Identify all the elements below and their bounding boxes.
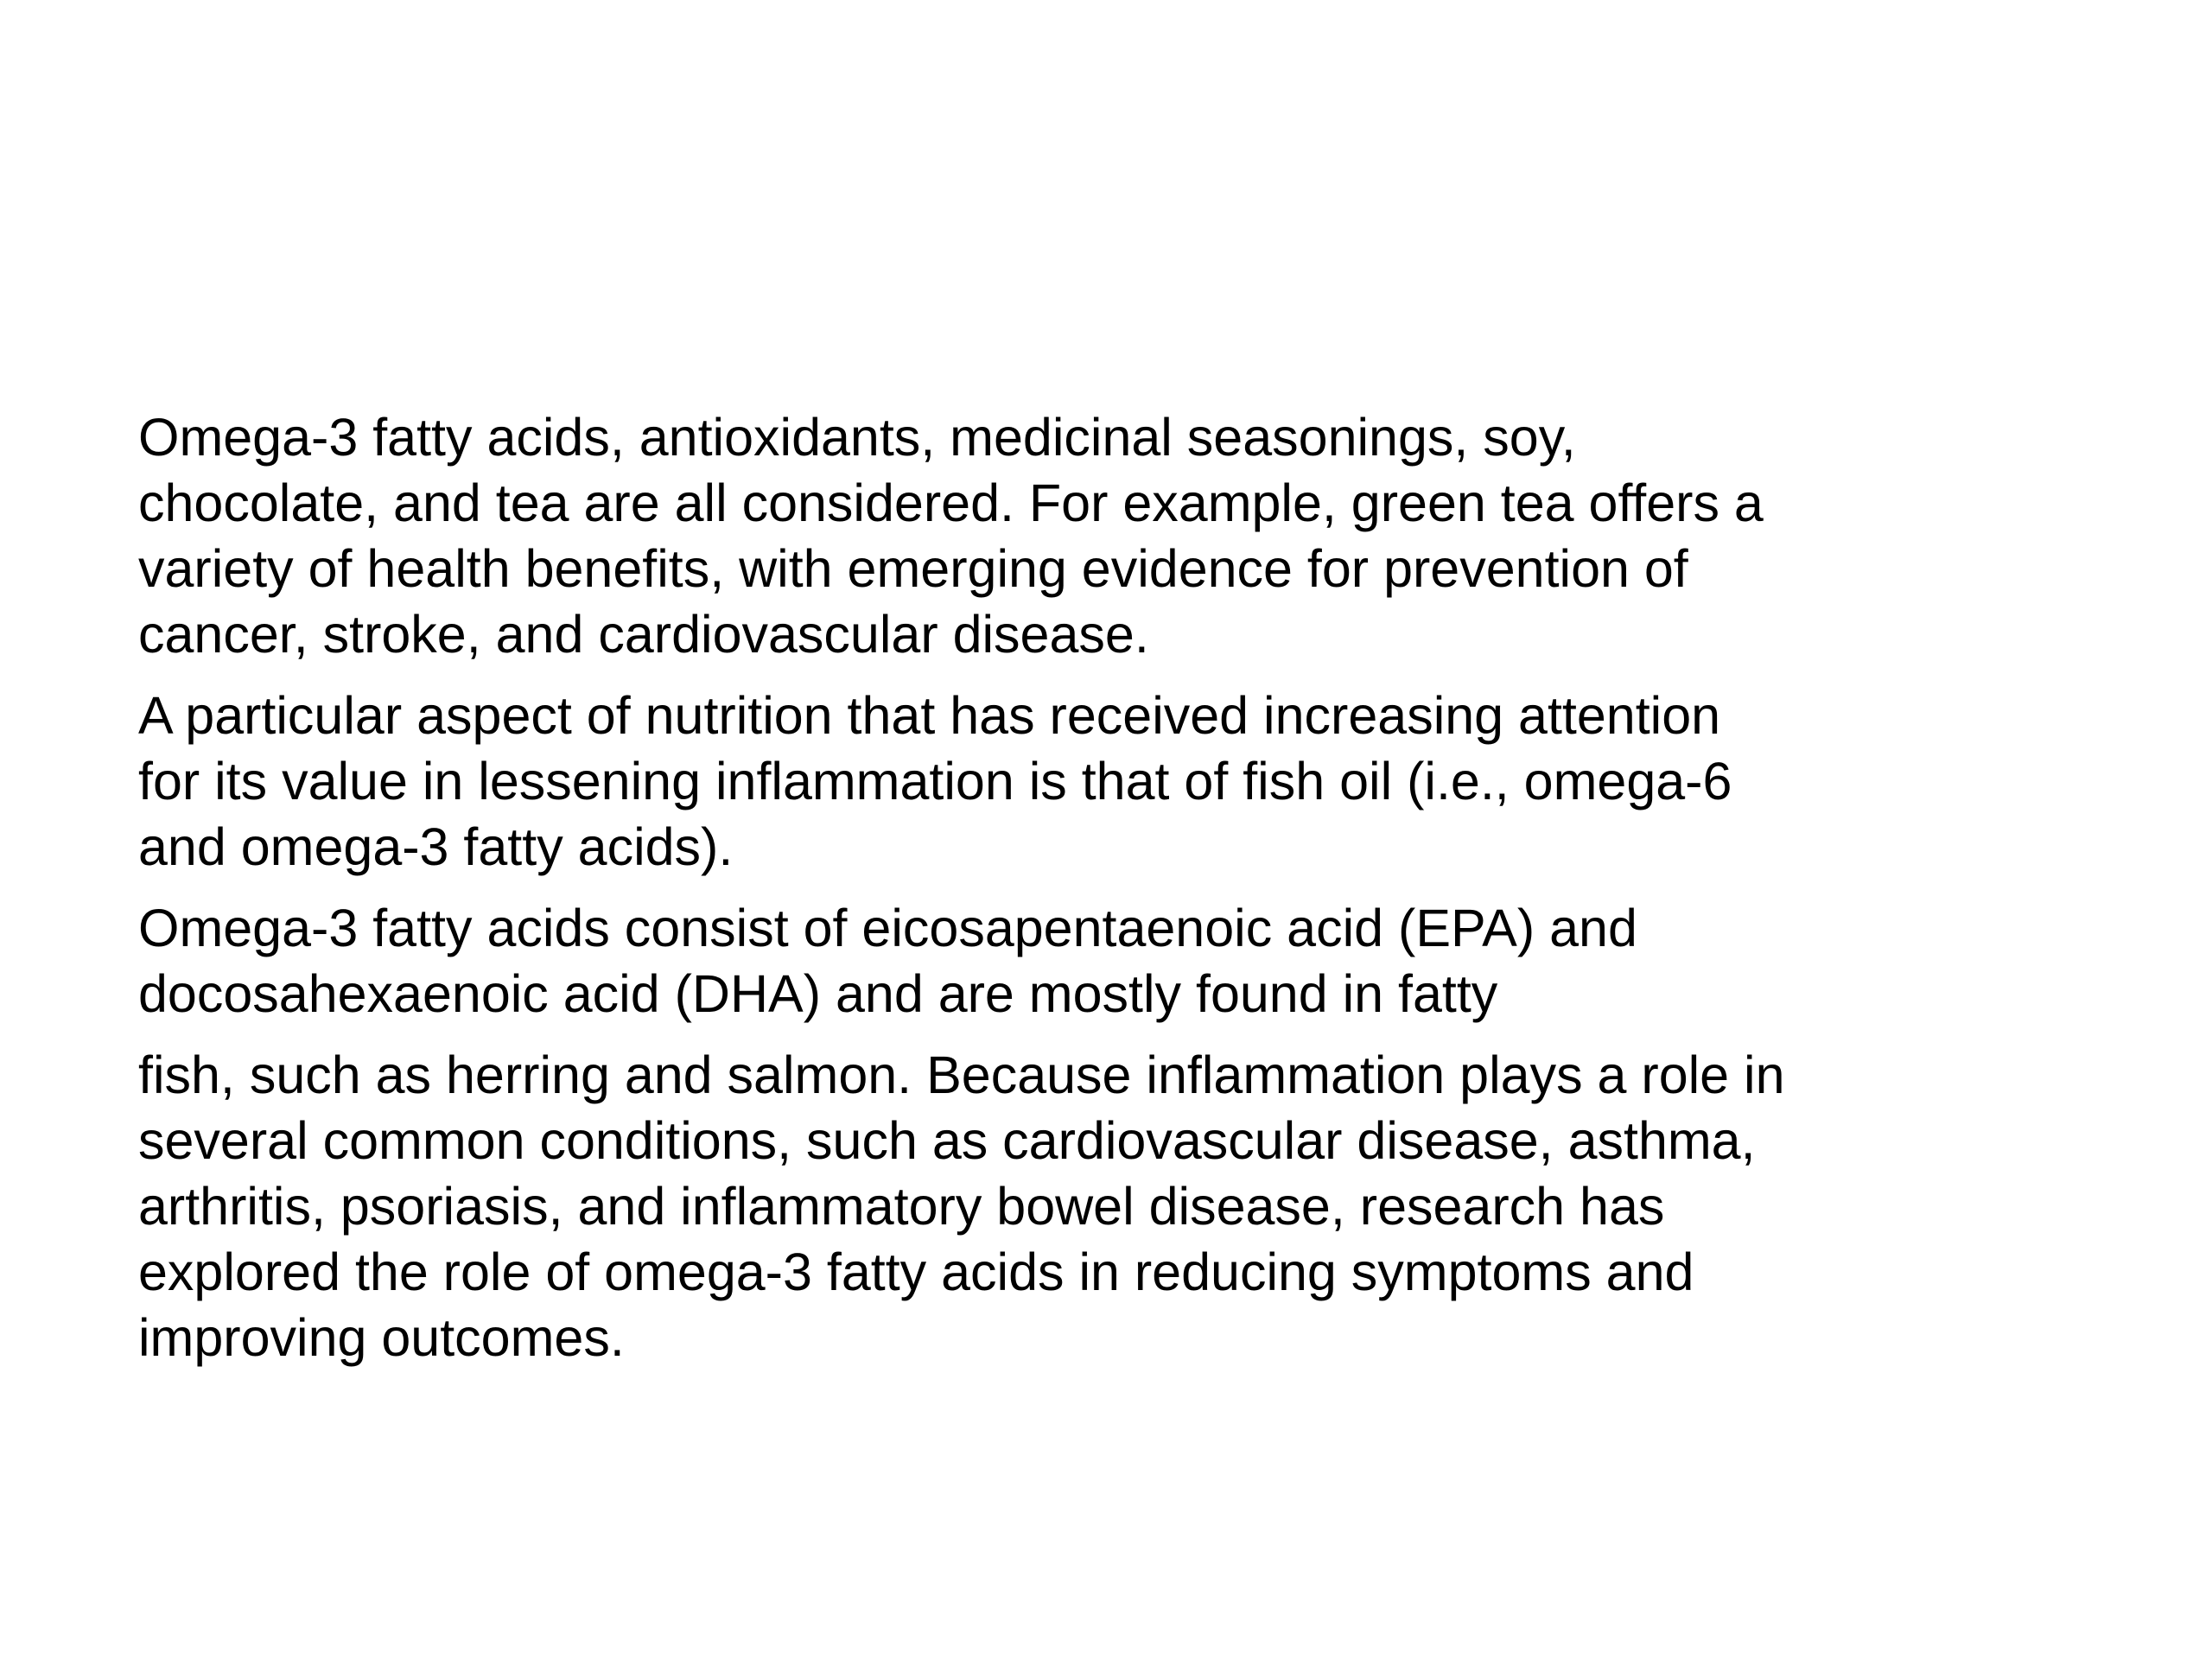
paragraph-1 <box>138 404 2091 667</box>
paragraph-2 <box>138 683 2091 880</box>
text-line: Omega-3 fatty acids, antioxidants, medicinal seasonings, soy, <box>138 408 1576 467</box>
text-line: chocolate, and tea are all considered. For example, green tea offers a <box>138 474 1764 532</box>
text-line: cancer, stroke, and cardiovascular disease. <box>138 605 1149 664</box>
text-line: explored the role of omega-3 fatty acids in reducing symptoms and <box>138 1243 1694 1301</box>
text-line: for its value in lessening inflammation is that of fish oil (i.e., omega-6 <box>138 752 1732 810</box>
slide-body-text <box>138 404 2091 1386</box>
text-line: variety of health benefits, with emerging evidence for prevention of <box>138 539 1688 598</box>
text-line: Omega-3 fatty acids consist of eicosapentaenoic acid (EPA) and <box>138 899 1637 957</box>
text-line: several common conditions, such as cardiovascular disease, asthma, <box>138 1111 1756 1170</box>
text-line: A particular aspect of nutrition that has received increasing attention <box>138 686 1721 745</box>
text-line: arthritis, psoriasis, and inflammatory bowel disease, research has <box>138 1177 1665 1236</box>
text-line: docosahexaenoic acid (DHA) and are mostly found in fatty <box>138 964 1498 1023</box>
text-line: improving outcomes. <box>138 1308 625 1367</box>
text-line: and omega-3 fatty acids). <box>138 817 734 876</box>
paragraph-4 <box>138 1042 2091 1370</box>
text-line: fish, such as herring and salmon. Because inflammation plays a role in <box>138 1046 1785 1104</box>
paragraph-3 <box>138 895 2091 1027</box>
